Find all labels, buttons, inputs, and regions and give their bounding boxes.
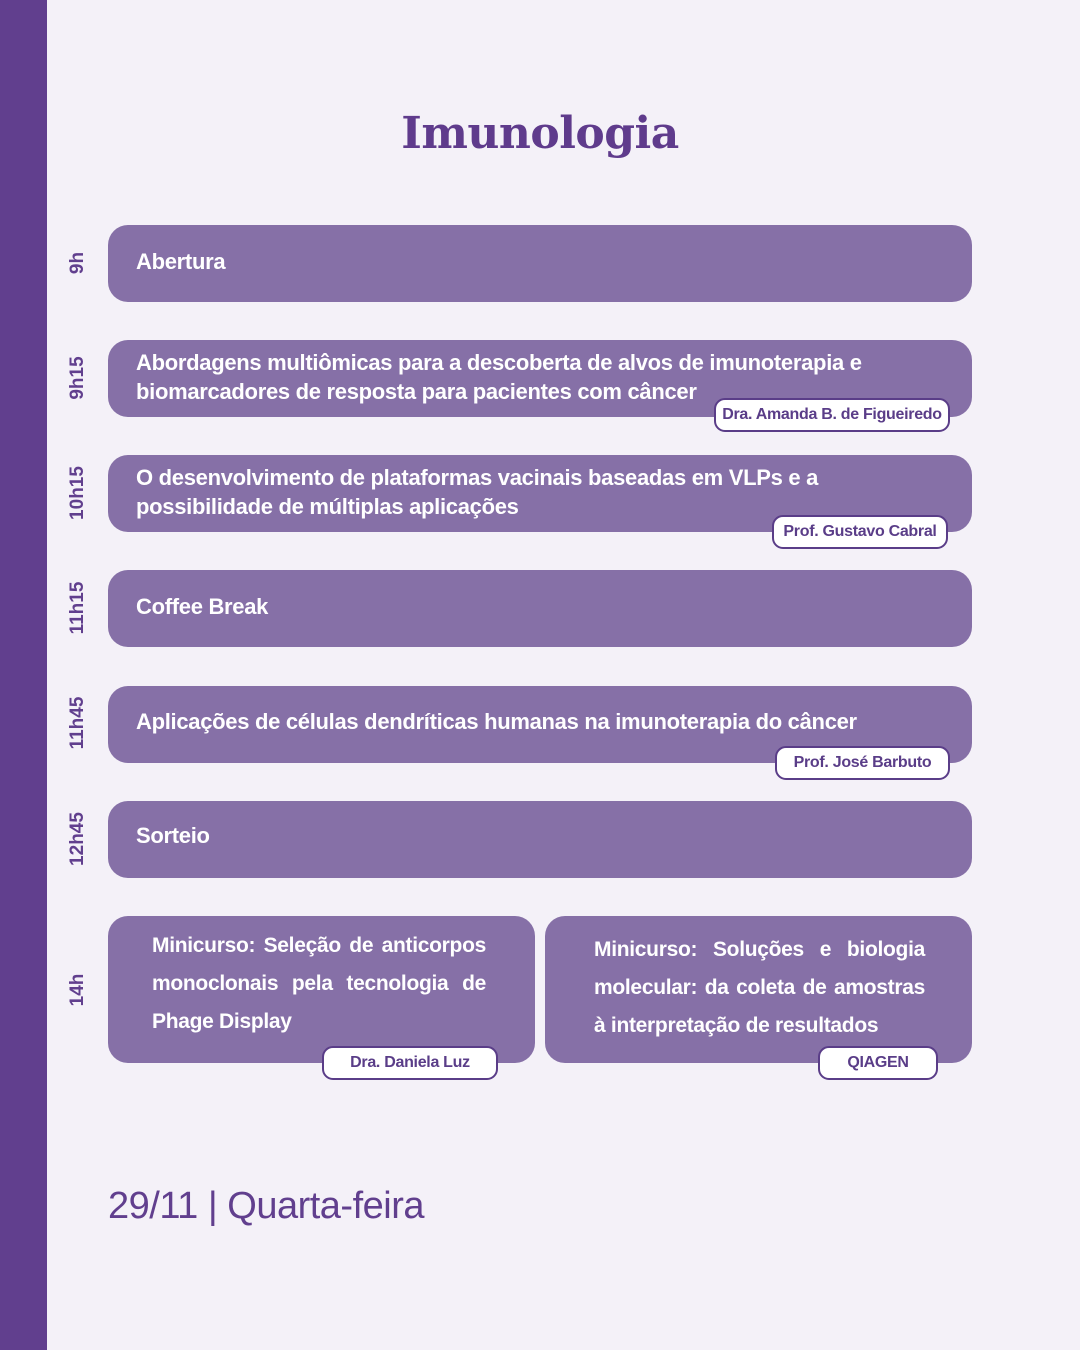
time-label: 14h <box>67 973 88 1007</box>
schedule-card-coffee-break <box>108 570 972 647</box>
page-title: Imunologia <box>401 108 679 159</box>
session-title: Aplicações de células dendríticas humanas na imunoterapia do câncer <box>136 709 857 734</box>
session-title: Minicurso: Seleção de anticorpos monoclonais pela tecnologia de Phage Display <box>152 934 486 1033</box>
schedule-card-minicurso-phage <box>108 916 535 1063</box>
session-title: Sorteio <box>136 823 210 848</box>
session-title: Minicurso: Soluções e biologia molecular: da coleta de amostras à interpretação de resultados <box>594 938 925 1037</box>
side-stripe <box>0 0 47 1350</box>
schedule-card-minicurso-qiagen <box>545 916 972 1063</box>
session-title: Abordagens multiômicas para a descoberta de alvos de imunoterapia e biomarcadores de resposta para pacientes com câncer <box>136 350 862 404</box>
speaker-tag: Prof. José Barbuto <box>775 746 950 780</box>
time-label: 11h15 <box>67 581 88 635</box>
time-label: 9h <box>67 251 88 275</box>
schedule-card-sorteio <box>108 801 972 878</box>
speaker-tag: Dra. Amanda B. de Figueiredo <box>714 398 950 432</box>
time-label: 12h45 <box>67 812 88 866</box>
session-title: O desenvolvimento de plataformas vacinais baseadas em VLPs e a possibilidade de múltiplas aplicações <box>136 465 819 519</box>
speaker-tag: Dra. Daniela Luz <box>322 1046 498 1080</box>
time-label: 11h45 <box>67 696 88 750</box>
schedule-card-abertura <box>108 225 972 302</box>
session-title: Abertura <box>136 249 226 274</box>
session-title: Coffee Break <box>136 594 269 619</box>
date-footer: 29/11 | Quarta-feira <box>108 1185 425 1227</box>
time-label: 9h15 <box>67 356 88 400</box>
speaker-tag: QIAGEN <box>818 1046 938 1080</box>
time-label: 10h15 <box>67 466 88 520</box>
speaker-tag: Prof. Gustavo Cabral <box>772 515 948 549</box>
